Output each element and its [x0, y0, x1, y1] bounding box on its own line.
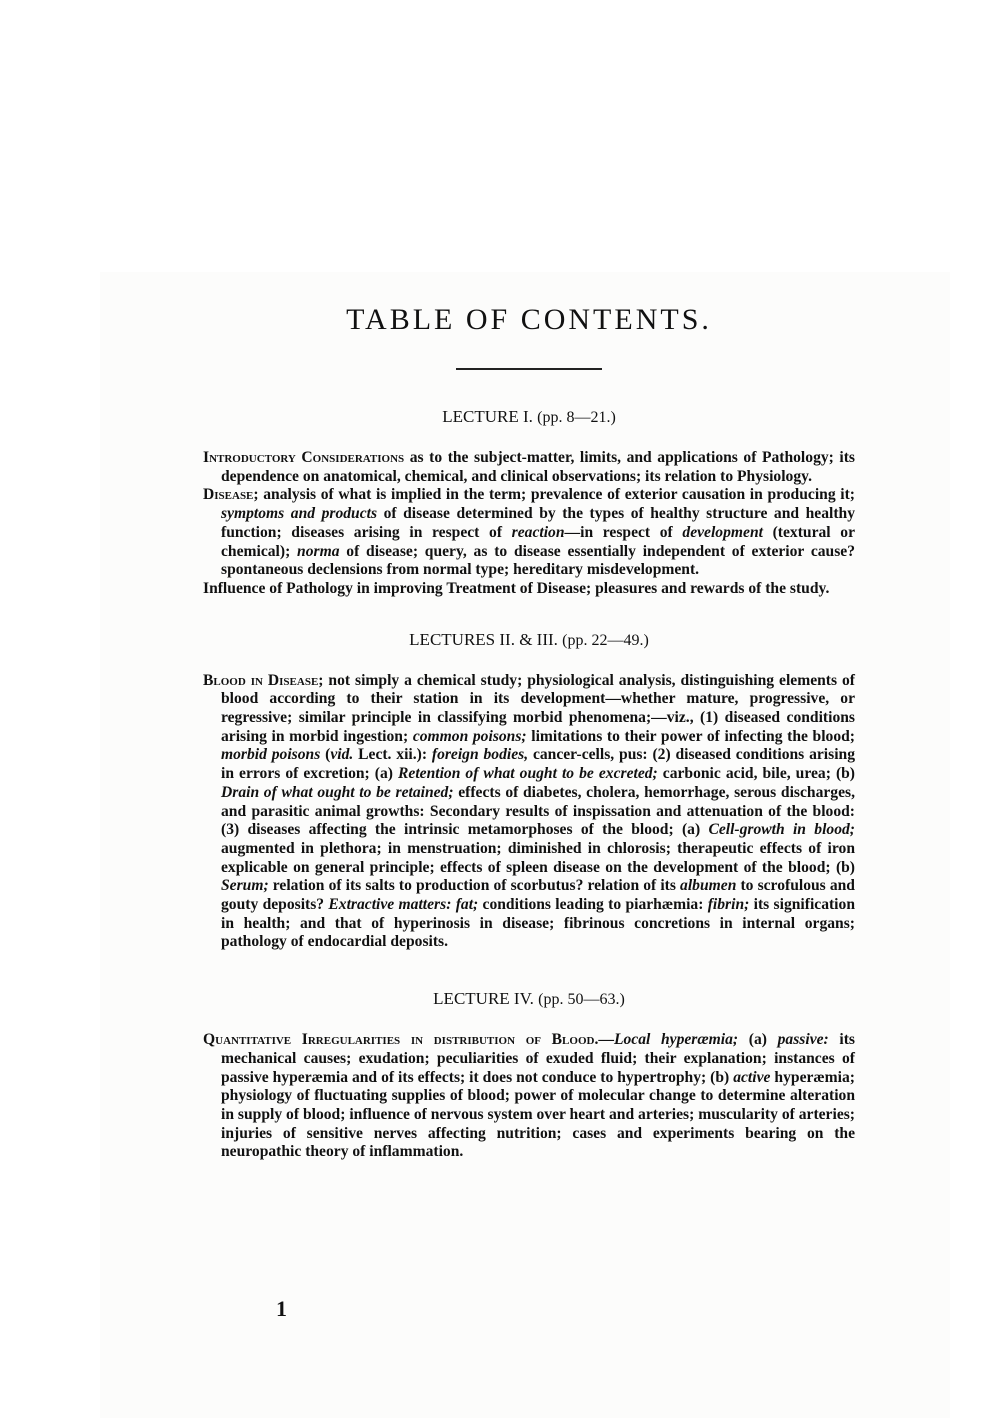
entry-emphasis: symptoms and products	[221, 505, 378, 523]
entry-text: (textural or chemical);	[221, 523, 855, 560]
table-of-contents	[203, 300, 855, 1162]
entry-lead: Blood in Disease	[203, 671, 319, 689]
entry-text: Influence of Pathology in improving Treatment of Disease; pleasures and rewards of the study.	[203, 579, 830, 597]
lecture-title: LECTURE IV.	[433, 989, 534, 1009]
entry-text: .—	[594, 1031, 614, 1049]
entry-lead: Introductory Considerations	[203, 449, 405, 466]
toc-entry	[203, 449, 855, 486]
title-divider	[456, 368, 602, 370]
lecture-pages: (pp. 50—63.)	[538, 991, 625, 1009]
entry-emphasis: Extractive matters: fat;	[328, 896, 479, 914]
entry-emphasis: vid.	[330, 746, 354, 764]
entry-emphasis: fibrin;	[707, 896, 750, 914]
entry-text: effects of diabetes, cholera, hemorrhage, serous discharges, and parasitic animal growths: Secondary results of inspissation and attenuation of the blood: (3) diseases affecting the intrinsic metamorphoses of the blood; (a)	[221, 783, 855, 839]
toc-entry	[203, 486, 855, 580]
page-title: TABLE OF CONTENTS.	[346, 303, 712, 336]
entry-emphasis: morbid poisons	[221, 746, 321, 764]
lecture-4-section	[203, 988, 855, 1162]
toc-entry	[203, 580, 855, 599]
entry-emphasis: norma	[297, 542, 340, 560]
lecture-title: LECTURE I.	[442, 407, 533, 426]
entry-emphasis: Local hyperæmia;	[613, 1031, 739, 1049]
entry-text: ; analysis of what is implied in the term; prevalence of exterior causation in producing it;	[253, 486, 855, 504]
entry-emphasis: active	[733, 1068, 771, 1086]
entry-text: (a)	[738, 1031, 778, 1049]
lecture-heading	[203, 988, 855, 1011]
entry-text: cancer-cells, pus: (2) diseased conditions arising in errors of excretion; (a)	[221, 746, 855, 783]
entry-emphasis: reaction	[511, 523, 565, 541]
entry-text: to scrofulous and gouty deposits?	[221, 877, 855, 914]
lecture-2-3-section	[203, 629, 855, 953]
entry-emphasis: Cell-growth in blood;	[708, 821, 855, 839]
entry-text: carbonic acid, bile, urea; (b)	[657, 765, 855, 783]
entry-lead: Disease	[203, 486, 254, 504]
entry-text: hyperæmia; physiology of fluctuating supplies of blood; power of molecular change to determine alteration in supply of blood; influence of nervous system over heart and arteries; muscularity of arteries; injuries of sensitive nerves affecting nutrition; cases and experiments bearing on the neuropathic theory of inflammation.	[221, 1068, 855, 1161]
entry-emphasis: foreign bodies,	[431, 746, 529, 764]
entry-emphasis: Serum;	[221, 877, 269, 895]
entry-text: ; not simply a chemical study; physiological analysis, distinguishing elements of blood according to their station in its development—whether mature, progressive, or regressive; similar principle in classifying morbid phenomena;—viz., (1) diseased conditions arising in morbid ingestion;	[221, 671, 855, 745]
entry-text: its signification in health; and that of hyperinosis in disease; fibrinous concretions in internal organs; pathology of endocardial deposits.	[221, 896, 855, 951]
entry-text: relation of its salts to production of scorbutus? relation of its	[268, 877, 681, 895]
lecture-pages: (pp. 22—49.)	[562, 631, 649, 649]
lecture-heading	[203, 406, 855, 429]
entry-text: its mechanical causes; exudation; peculiarities of exuded fluid; their explanation; instances of passive hyperæmia and of its effects; it does not conduce to hypertrophy; (b)	[221, 1031, 855, 1086]
entry-text: (	[320, 746, 331, 764]
entry-text: of disease; query, as to disease essentially independent of exterior cause? spontaneous declensions from normal type; hereditary misdevelopment.	[221, 542, 855, 579]
entry-emphasis: Retention of what ought to be excreted;	[398, 765, 658, 783]
entry-lead: Quantitative Irregularities in distribution of Blood	[203, 1031, 595, 1049]
lecture-1-section	[203, 406, 855, 599]
entry-text: of disease determined by the types of healthy structure and healthy function; diseases arising in respect of	[221, 505, 855, 541]
entry-text: as to the subject-matter, limits, and applications of Pathology; its dependence on anatomical, chemical, and clinical observations; its relation to Physiology.	[221, 449, 855, 485]
toc-entry	[203, 1031, 855, 1162]
entry-text: conditions leading to piarhæmia:	[478, 896, 708, 914]
entry-emphasis: development	[682, 523, 763, 541]
entry-emphasis: passive:	[777, 1031, 829, 1049]
entry-text: —in respect of	[564, 523, 683, 541]
entry-text: Lect. xii.):	[353, 746, 432, 764]
entry-emphasis: Drain of what ought to be retained;	[221, 783, 454, 801]
lecture-pages: (pp. 8—21.)	[537, 409, 616, 426]
entry-text: limitations to their power of infecting the blood;	[526, 727, 856, 745]
toc-entry	[203, 672, 855, 953]
page-number: 1	[276, 1296, 287, 1321]
entry-text: augmented in plethora; in menstruation; diminished in chlorosis; therapeutic effects of iron explicable on general principle; effects of spleen disease on the development of the blood; (b)	[221, 839, 855, 876]
entry-emphasis: albumen	[680, 877, 737, 895]
lecture-heading	[203, 629, 855, 652]
entry-emphasis: common poisons;	[412, 727, 527, 745]
lecture-title: LECTURES II. & III.	[409, 629, 558, 649]
